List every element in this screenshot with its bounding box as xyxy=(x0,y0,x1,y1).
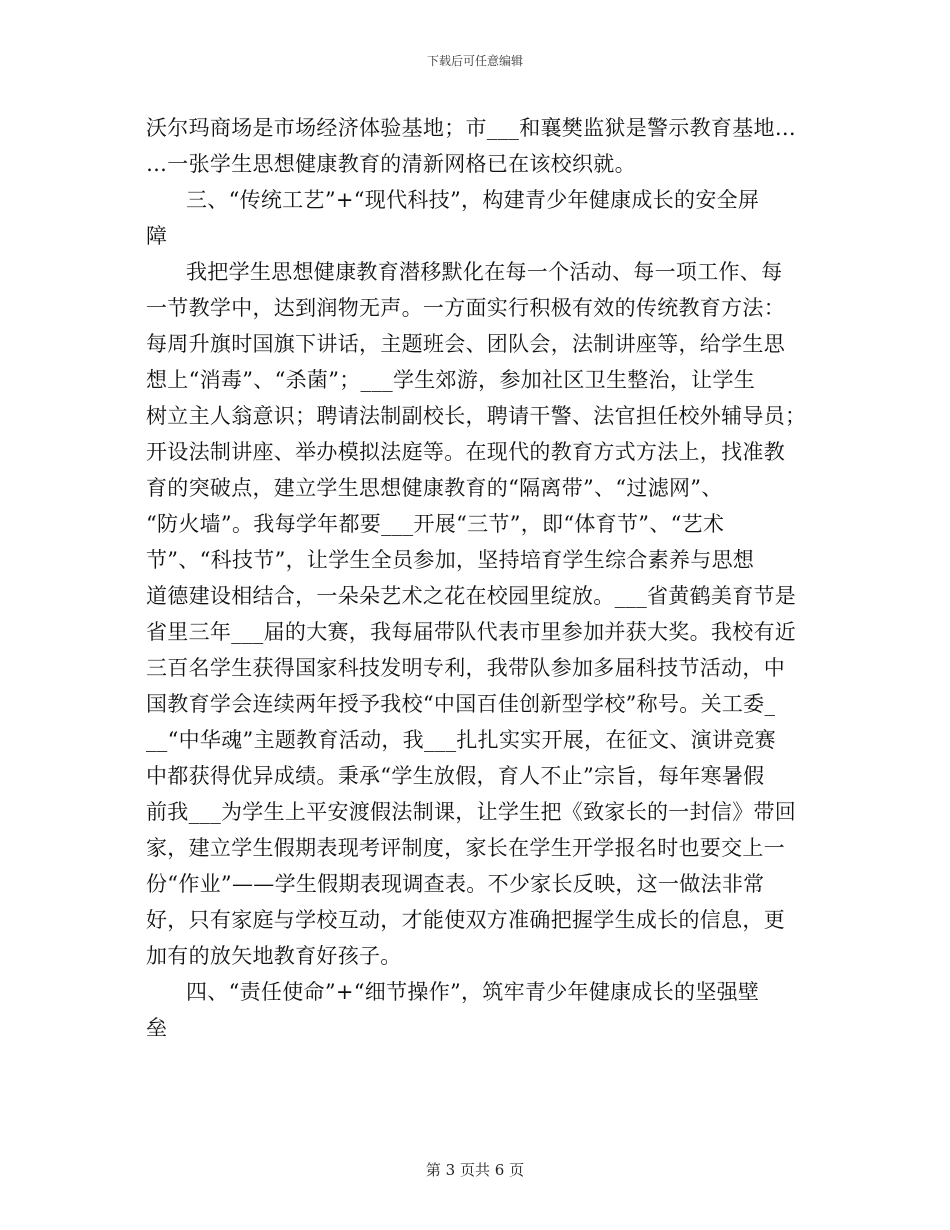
text-line: 省里三年___届的大赛，我每届带队代表市里参加并获大奖。我校有近 xyxy=(146,620,797,644)
text-line: 树立主人翁意识；聘请法制副校长，聘请干警、法官担任校外辅导员； xyxy=(146,404,807,428)
text-line: 节”、“科技节”，让学生全员参加，坚持培育学生综合素养与思想 xyxy=(146,548,755,572)
text-line: 沃尔玛商场是市场经济体验基地；市___和襄樊监狱是警示教育基地… xyxy=(146,116,797,140)
text-line: 三百名学生获得国家科技发明专利，我带队参加多届科技节活动，中 xyxy=(146,656,785,680)
text-line: 前我___为学生上平安渡假法制课，让学生把《致家长的一封信》带回 xyxy=(146,800,797,824)
section-heading: 障 xyxy=(146,224,168,248)
text-line: 国教育学会连续两年授予我校“中国百佳创新型学校”称号。关工委_ xyxy=(146,692,776,716)
text-line: 加有的放矢地教育好孩子。 xyxy=(146,944,402,968)
section-heading: 三、“传统工艺”+“现代科技”，构建青少年健康成长的安全屏 xyxy=(186,188,760,212)
text-line: …一张学生思想健康教育的清新网格已在该校织就。 xyxy=(146,152,636,176)
page-number: 第 3 页共 6 页 xyxy=(425,1161,525,1179)
text-line: 份“作业”——学生假期表现调查表。不少家长反映，这一做法非常 xyxy=(146,872,765,896)
page-header: 下载后可任意编辑 xyxy=(426,54,523,68)
text-line: 育的突破点，建立学生思想健康教育的“隔离带”、“过滤网”、 xyxy=(146,476,723,500)
text-line: __“中华魂”主题教育活动，我___扎扎实实开展，在征文、演讲竞赛 xyxy=(146,728,776,752)
text-line: 好，只有家庭与学校互动，才能使双方准确把握学生成长的信息，更 xyxy=(146,908,785,932)
section-heading: 垒 xyxy=(146,1016,168,1040)
section-heading: 四、“责任使命”+“细节操作”，筑牢青少年健康成长的坚强壁 xyxy=(186,980,760,1004)
text-line: 家，建立学生假期表现考评制度，家长在学生开学报名时也要交上一 xyxy=(146,836,785,860)
text-line: 每周升旗时国旗下讲话，主题班会、团队会，法制讲座等，给学生思 xyxy=(146,332,785,356)
text-line: 我把学生思想健康教育潜移默化在每一个活动、每一项工作、每 xyxy=(186,260,783,284)
text-line: 开设法制讲座、举办模拟法庭等。在现代的教育方式方法上，找准教 xyxy=(146,440,785,464)
text-line: 想上“消毒”、“杀菌”；___学生郊游，参加社区卫生整治，让学生 xyxy=(146,368,756,392)
text-line: “防火墙”。我每学年都要___开展“三节”，即“体育节”、“艺术 xyxy=(146,512,725,536)
text-line: 中都获得优异成绩。秉承“学生放假，育人不止”宗旨，每年寒暑假 xyxy=(146,764,765,788)
text-line: 一节教学中，达到润物无声。一方面实行积极有效的传统教育方法： xyxy=(146,296,785,320)
text-line: 道德建设相结合，一朵朵艺术之花在校园里绽放。___省黄鹤美育节是 xyxy=(146,584,797,608)
